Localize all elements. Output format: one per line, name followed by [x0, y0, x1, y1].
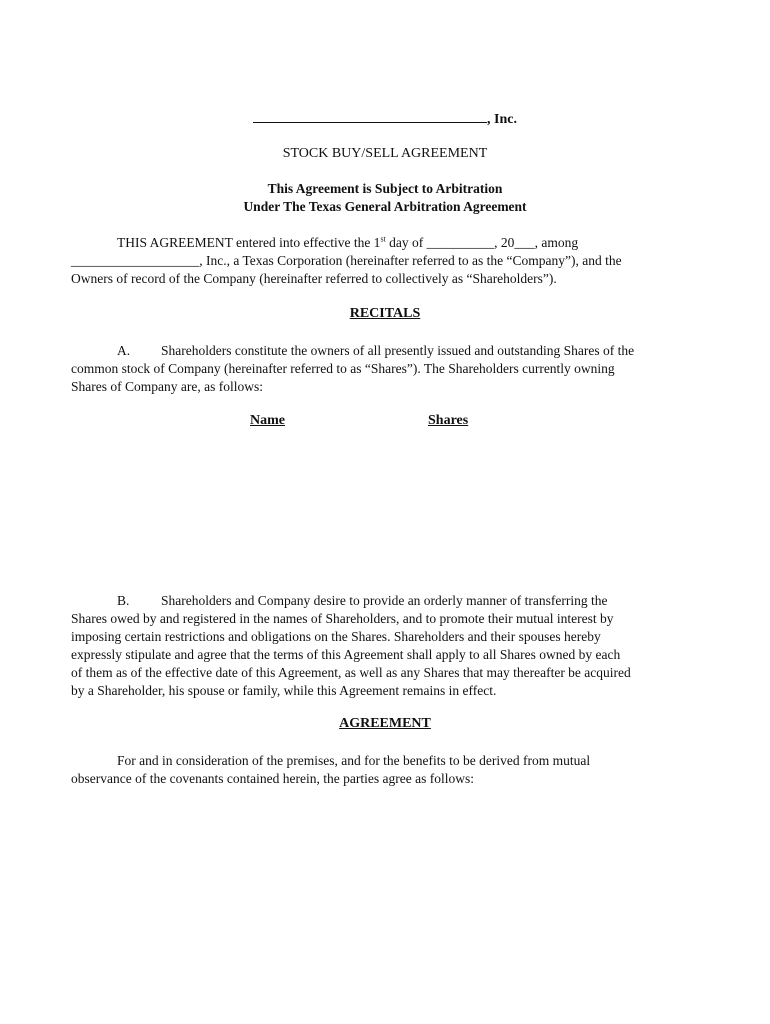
recital-b-line-2: Shares owed by and registered in the names of Shareholders, and to promote their mutual interest by [71, 611, 614, 626]
company-name-blank [253, 110, 487, 123]
arbitration-notice-line-1: This Agreement is Subject to Arbitration [267, 181, 503, 196]
recital-a-line-1: A. Shareholders constitute the owners of all presently issued and outstanding Shares of the [117, 343, 635, 358]
recital-a-line-2: common stock of Company (hereinafter referred to as “Shares”). The Shareholders currently owning [71, 361, 615, 376]
recital-b-line-3: imposing certain restrictions and obligations on the Shares. Shareholders and their spouses hereby [71, 629, 601, 644]
agreement-intro-paragraph [71, 752, 696, 788]
recital-a-line-3: Shares of Company are, as follows: [71, 379, 263, 394]
agreement-line-2: observance of the covenants contained herein, the parties agree as follows: [71, 771, 474, 786]
recital-b-label: B. [117, 593, 130, 608]
recital-b [71, 592, 696, 700]
shares-column-header: Shares [428, 413, 469, 428]
recital-b-line-1: B. Shareholders and Company desire to provide an orderly manner of transferring the [117, 593, 608, 608]
recitals-heading: RECITALS [349, 306, 421, 321]
recital-b-line-4: expressly stipulate and agree that the terms of this Agreement shall apply to all Shares owned by each [71, 647, 621, 662]
ordinal-suffix: st [380, 234, 386, 244]
recital-a-label: A. [117, 343, 131, 358]
intro-line-3: Owners of record of the Company (hereinafter referred to collectively as “Shareholders”). [71, 271, 557, 286]
recital-b-line-5: of them as of the effective date of this Agreement, as well as any Shares that may thereafter be acquired [71, 665, 631, 680]
document-title: STOCK BUY/SELL AGREEMENT [282, 146, 488, 161]
arbitration-notice-line-2: Under The Texas General Arbitration Agreement [243, 199, 527, 214]
recital-b-line-6: by a Shareholder, his spouse or family, while this Agreement remains in effect. [71, 683, 497, 698]
company-name-line [0, 110, 770, 128]
intro-line-1: THIS AGREEMENT entered into effective the 1st day of __________, 20___, among [117, 234, 579, 250]
agreement-line-1: For and in consideration of the premises, and for the benefits to be derived from mutual [117, 753, 591, 768]
intro-paragraph [71, 234, 696, 288]
agreement-heading: AGREEMENT [339, 716, 431, 731]
intro-line-2: ___________________, Inc., a Texas Corporation (hereinafter referred to as the “Company”), and the [71, 253, 622, 268]
shareholder-name-column-header: Name [250, 413, 285, 428]
recital-a [71, 342, 696, 396]
company-suffix: , Inc. [487, 112, 517, 127]
